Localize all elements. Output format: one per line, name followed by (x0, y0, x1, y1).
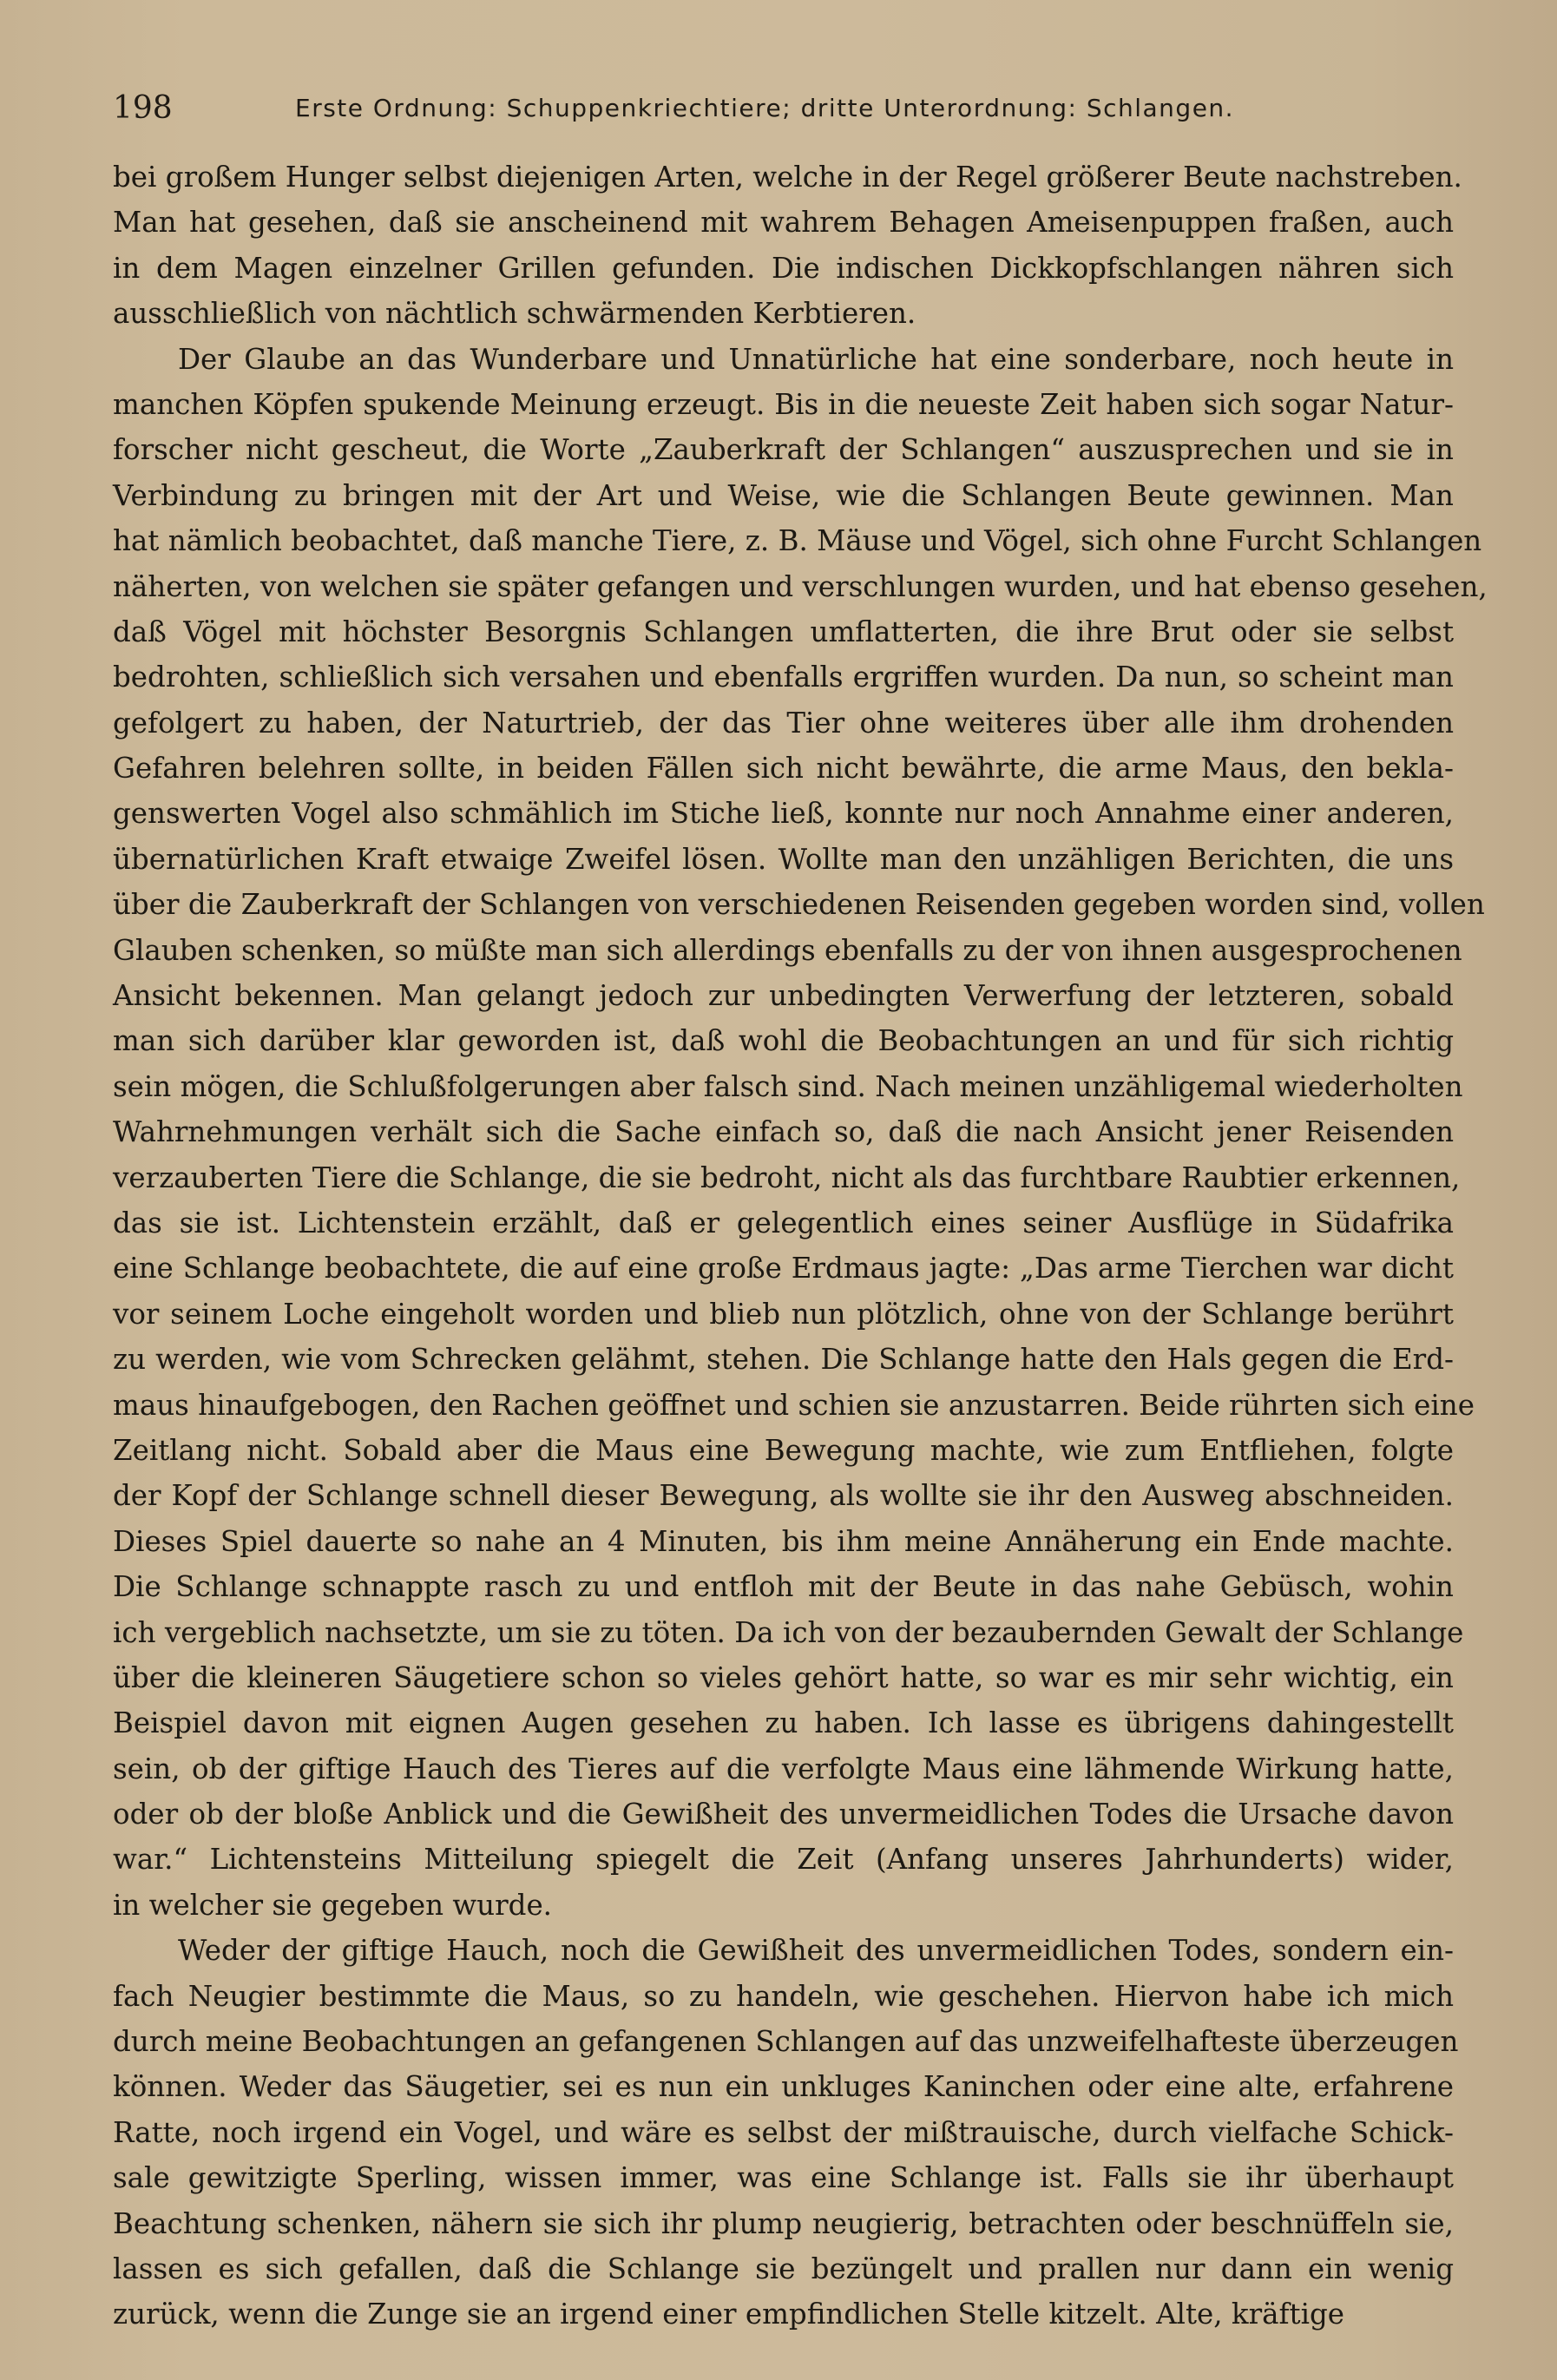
text-line: bei großem Hunger selbst diejenigen Arten, welche in der Regel größerer Beute nachstreben. (113, 161, 1462, 194)
text-line: man sich darüber klar geworden ist, daß wohl die Beobachtungen an und für sich richtig (113, 1024, 1454, 1058)
text-line: sein, ob der giftige Hauch des Tieres auf die verfolgte Maus eine lähmende Wirkung hatte, (113, 1752, 1454, 1785)
text-line: Glauben schenken, so müßte man sich allerdings ebenfalls zu der von ihnen ausgesprochenen (113, 933, 1462, 967)
text-line: verzauberten Tiere die Schlange, die sie bedroht, nicht als das furchtbare Raubtier erkennen, (113, 1160, 1461, 1194)
text-line: ich vergeblich nachsetzte, um sie zu töten. Da ich von der bezaubernden Gewalt der Schlange (113, 1615, 1464, 1649)
text-line: forscher nicht gescheut, die Worte „Zauberkraft der Schlangen“ auszusprechen und sie in (113, 433, 1454, 467)
text-line: Man hat gesehen, daß sie anscheinend mit wahrem Behagen Ameisenpuppen fraßen, auch (113, 206, 1454, 240)
text-line: hat nämlich beobachtet, daß manche Tiere, z. B. Mäuse und Vögel, sich ohne Furcht Schlangen (113, 524, 1482, 558)
text-line: daß Vögel mit höchster Besorgnis Schlangen umflatterten, die ihre Brut oder sie selbst (113, 615, 1454, 648)
text-line: ausschließlich von nächtlich schwärmenden Kerbtieren. (113, 297, 916, 331)
text-line: in dem Magen einzelner Grillen gefunden. Die indischen Dickkopfschlangen nähren sich (113, 251, 1454, 285)
text-line: zurück, wenn die Zunge sie an irgend einer empfindlichen Stelle kitzelt. Alte, kräftige (113, 2298, 1345, 2331)
paragraph (113, 337, 1488, 1929)
text-line: eine Schlange beobachtete, die auf eine große Erdmaus jagte: „Das arme Tierchen war dicht (113, 1252, 1454, 1285)
paragraph (113, 1928, 1459, 2337)
text-line: das sie ist. Lichtenstein erzählt, daß er gelegentlich eines seiner Ausflüge in Südafrika (113, 1206, 1454, 1239)
text-line: Ratte, noch irgend ein Vogel, und wäre es selbst der mißtrauische, durch vielfache Schick- (113, 2115, 1454, 2149)
running-title: Erste Ordnung: Schuppenkriechtiere; dritte Unterordnung: Schlangen. (295, 94, 1235, 122)
text-line: genswerten Vogel also schmählich im Stiche ließ, konnte nur noch Annahme einer anderen, (113, 797, 1454, 831)
text-line: fach Neugier bestimmte die Maus, so zu handeln, wie geschehen. Hiervon habe ich mich (113, 1979, 1454, 2013)
text-line: Verbindung zu bringen mit der Art und Weise, wie die Schlangen Beute gewinnen. Man (113, 478, 1454, 512)
text-line: zu werden, wie vom Schrecken gelähmt, stehen. Die Schlange hatte den Hals gegen die Erd- (113, 1343, 1454, 1377)
text-line: bedrohten, schließlich sich versahen und ebenfalls ergriffen wurden. Da nun, so scheint man (113, 661, 1454, 694)
text-line: näherten, von welchen sie später gefangen und verschlungen wurden, und hat ebenso gesehen, (113, 569, 1488, 603)
text-line: oder ob der bloße Anblick und die Gewißheit des unvermeidlichen Todes die Ursache davon (113, 1798, 1454, 1831)
text-line: Ansicht bekennen. Man gelangt jedoch zur unbedingten Verwerfung der letzteren, sobald (113, 979, 1454, 1013)
text-line: Beachtung schenken, nähern sie sich ihr plump neugierig, betrachten oder beschnüffeln sie, (113, 2206, 1454, 2240)
text-line: Zeitlang nicht. Sobald aber die Maus eine Bewegung machte, wie zum Entfliehen, folgte (113, 1433, 1454, 1467)
text-line: durch meine Beobachtungen an gefangenen Schlangen auf das unzweifelhafteste überzeugen (113, 2025, 1459, 2059)
text-line: über die kleineren Säugetiere schon so vieles gehört hatte, so war es mir sehr wichtig, ein (113, 1660, 1454, 1694)
text-line: gefolgert zu haben, der Naturtrieb, der das Tier ohne weiteres über alle ihm drohenden (113, 706, 1454, 740)
text-line: Dieses Spiel dauerte so nahe an 4 Minuten, bis ihm meine Annäherung ein Ende machte. (113, 1524, 1454, 1558)
text-line: können. Weder das Säugetier, sei es nun ein unkluges Kaninchen oder eine alte, erfahrene (113, 2070, 1454, 2104)
text-line: der Kopf der Schlange schnell dieser Bewegung, als wollte sie ihr den Ausweg abschneiden. (113, 1479, 1454, 1513)
text-line: sale gewitzigte Sperling, wissen immer, was eine Schlange ist. Falls sie ihr überhaupt (113, 2161, 1454, 2195)
text-line: übernatürlichen Kraft etwaige Zweifel lösen. Wollte man den unzähligen Berichten, die uns (113, 842, 1454, 876)
paragraph (113, 155, 1462, 337)
text-line: Beispiel davon mit eignen Augen gesehen zu haben. Ich lasse es übrigens dahingestellt (113, 1706, 1454, 1740)
text-line: lassen es sich gefallen, daß die Schlange sie bezüngelt und prallen nur dann ein wenig (113, 2252, 1454, 2285)
text-line: Weder der giftige Hauch, noch die Gewißheit des unvermeidlichen Todes, sondern ein- (178, 1934, 1454, 1968)
text-line: Die Schlange schnappte rasch zu und entfloh mit der Beute in das nahe Gebüsch, wohin (113, 1570, 1454, 1604)
page-header (113, 87, 1449, 139)
text-line: sein mögen, die Schlußfolgerungen aber falsch sind. Nach meinen unzähligemal wiederholten (113, 1069, 1463, 1103)
text-line: Gefahren belehren sollte, in beiden Fällen sich nicht bewährte, die arme Maus, den bekla- (113, 752, 1454, 786)
text-line: war.“ Lichtensteins Mitteilung spiegelt die Zeit (Anfang unseres Jahrhunderts) wider, (113, 1843, 1454, 1877)
text-line: vor seinem Loche eingeholt worden und blieb nun plötzlich, ohne von der Schlange berührt (113, 1297, 1454, 1331)
body-text (113, 155, 1488, 2337)
text-line: Wahrnehmungen verhält sich die Sache einfach so, daß die nach Ansicht jener Reisenden (113, 1115, 1454, 1149)
text-line: Der Glaube an das Wunderbare und Unnatürliche hat eine sonderbare, noch heute in (178, 342, 1454, 376)
page-number: 198 (113, 90, 173, 126)
text-line: maus hinaufgebogen, den Rachen geöffnet und schien sie anzustarren. Beide rührten sich eine (113, 1388, 1475, 1422)
text-line: manchen Köpfen spukende Meinung erzeugt. Bis in die neueste Zeit haben sich sogar Natur- (113, 387, 1454, 421)
text-line: in welcher sie gegeben wurde. (113, 1888, 553, 1922)
text-line: über die Zauberkraft der Schlangen von verschiedenen Reisenden gegeben worden sind, vollen (113, 888, 1485, 922)
